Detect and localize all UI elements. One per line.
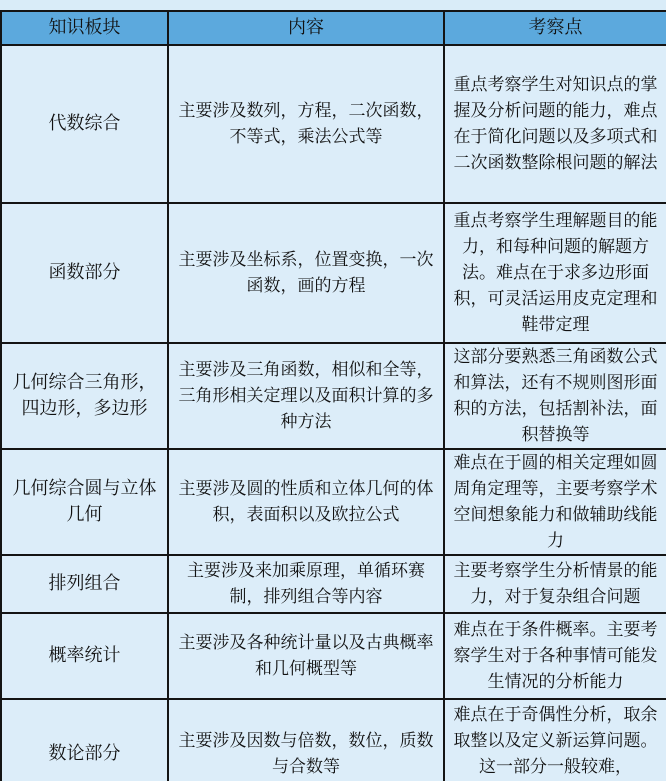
row-topic: 几何综合三角形，四边形，多边形 bbox=[1, 343, 168, 449]
row-focus: 重点考察学生对知识点的掌握及分析问题的能力，难点在于简化问题以及多项式和二次函数整除根问题的解法 bbox=[444, 45, 666, 203]
header-focus: 考察点 bbox=[444, 11, 666, 45]
row-content: 主要涉及数列，方程，二次函数，不等式，乘法公式等 bbox=[168, 45, 444, 203]
header-topic: 知识板块 bbox=[1, 11, 168, 45]
row-topic: 代数综合 bbox=[1, 45, 168, 203]
row-topic: 概率统计 bbox=[1, 613, 168, 699]
row-topic: 排列组合 bbox=[1, 555, 168, 613]
row-content: 主要涉及因数与倍数，数位，质数与合数等 bbox=[168, 699, 444, 781]
row-focus: 难点在于奇偶性分析，取余取整以及定义新运算问题。这一部分一般较难， bbox=[444, 699, 666, 781]
table-row bbox=[1, 699, 666, 781]
row-focus: 难点在于圆的相关定理如圆周角定理等，主要考察学术空间想象能力和做辅助线能力 bbox=[444, 449, 666, 555]
row-topic: 函数部分 bbox=[1, 203, 168, 343]
row-content: 主要涉及圆的性质和立体几何的体积，表面积以及欧拉公式 bbox=[168, 449, 444, 555]
table-row bbox=[1, 613, 666, 699]
row-content: 主要涉及来加乘原理，单循环赛制，排列组合等内容 bbox=[168, 555, 444, 613]
table-row bbox=[1, 45, 666, 203]
table-row bbox=[1, 203, 666, 343]
row-focus: 难点在于条件概率。主要考察学生对于各种事情可能发生情况的分析能力 bbox=[444, 613, 666, 699]
table-row bbox=[1, 555, 666, 613]
table-row bbox=[1, 343, 666, 449]
row-focus: 这部分要熟悉三角函数公式和算法，还有不规则图形面积的方法，包括割补法，面积替换等 bbox=[444, 343, 666, 449]
row-content: 主要涉及坐标系，位置变换，一次函数，画的方程 bbox=[168, 203, 444, 343]
row-focus: 主要考察学生分析情景的能力，对于复杂组合问题 bbox=[444, 555, 666, 613]
row-topic: 几何综合圆与立体几何 bbox=[1, 449, 168, 555]
row-focus: 重点考察学生理解题目的能力，和每种问题的解题方法。难点在于求多边形面积，可灵活运用皮克定理和鞋带定理 bbox=[444, 203, 666, 343]
row-content: 主要涉及各种统计量以及古典概率和几何概型等 bbox=[168, 613, 444, 699]
row-topic: 数论部分 bbox=[1, 699, 168, 781]
table-row bbox=[1, 449, 666, 555]
table-header-row bbox=[1, 11, 666, 45]
row-content: 主要涉及三角函数，相似和全等，三角形相关定理以及面积计算的多种方法 bbox=[168, 343, 444, 449]
knowledge-table bbox=[0, 10, 666, 781]
header-content: 内容 bbox=[168, 11, 444, 45]
